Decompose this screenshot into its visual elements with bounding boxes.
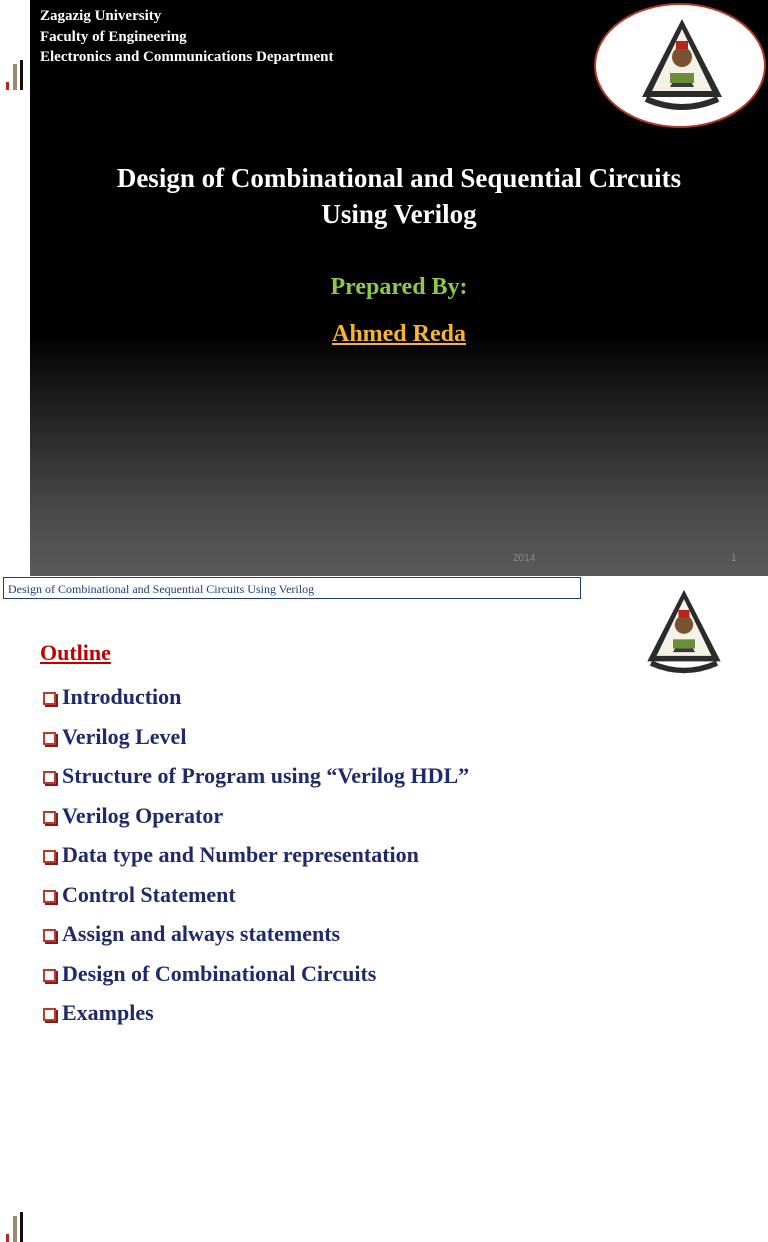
checkbox-bullet-icon (43, 1008, 56, 1021)
checkbox-bullet-icon (43, 692, 56, 705)
faculty-name: Faculty of Engineering (40, 28, 187, 45)
outline-heading: Outline (40, 640, 111, 665)
checkbox-bullet-icon (43, 890, 56, 903)
outline-item: Introduction (40, 682, 469, 722)
author-name: Ahmed Reda (331, 321, 466, 347)
outline-item: Control Statement (40, 880, 469, 920)
department-name: Electronics and Communications Department (40, 49, 334, 65)
checkbox-bullet-icon (43, 811, 56, 824)
footer-year: 2014 (513, 553, 536, 564)
checkbox-bullet-icon (43, 929, 56, 942)
outline-item: Design of Combinational Circuits (40, 959, 469, 999)
title-slide (0, 0, 768, 576)
university-seal-icon (638, 588, 730, 676)
outline-list (40, 682, 469, 1038)
university-seal-icon (640, 17, 724, 113)
checkbox-bullet-icon (43, 732, 56, 745)
outline-item: Data type and Number representation (40, 840, 469, 880)
institution-block (40, 6, 333, 68)
outline-item: Structure of Program using “Verilog HDL” (40, 761, 469, 801)
slide-number: 1 (731, 553, 737, 564)
outline-item: Verilog Level (40, 722, 469, 762)
outline-slide (0, 576, 768, 1024)
title-line-1: Design of Combinational and Sequential Circuits (116, 163, 682, 193)
checkbox-bullet-icon (43, 969, 56, 982)
outline-item: Assign and always statements (40, 919, 469, 959)
decorative-bars-icon (6, 1212, 32, 1242)
checkbox-bullet-icon (43, 850, 56, 863)
title-line-2: Using Verilog (321, 199, 477, 229)
university-logo (594, 3, 766, 128)
university-name: Zagazig University (40, 8, 162, 24)
decorative-bars-icon (6, 60, 28, 90)
presentation-title (30, 160, 768, 232)
slide-header: Design of Combinational and Sequential Circuits Using Verilog (3, 577, 581, 599)
prepared-by-label: Prepared By: (330, 274, 468, 300)
outline-item: Verilog Operator (40, 801, 469, 841)
checkbox-bullet-icon (43, 771, 56, 784)
outline-item: Examples (40, 998, 469, 1038)
